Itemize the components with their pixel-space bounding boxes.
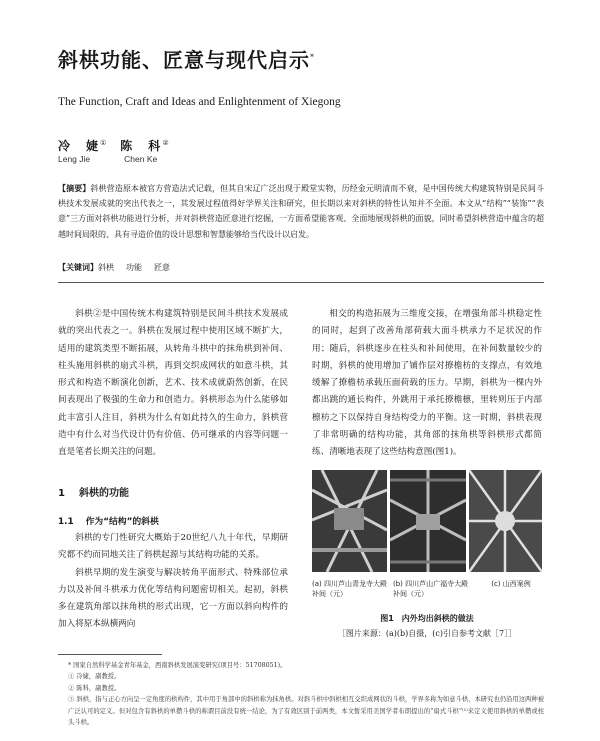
section-title: 斜栱的功能 [78,488,129,499]
footnote: ① 冷婕，副教授。 [68,673,121,681]
footnote: * 国家自然科学基金青年基金，西南斜栱发展演变研究(项目号：51708051)。 [68,662,287,669]
subsection-heading [58,514,159,527]
body-column-left-bottom [58,530,288,634]
abstract [58,181,544,242]
footnote: ③ 斜栱，指与正心方向呈一定角度的栱构件，其中用于角部中的斜栱称为抹角栱。对斜斗栱中斜栱相互交织成网状的斗栱，学界多称为如意斗栱，本研究也仍沿用这两种被广泛认可的定义。但对包含有斜栱的单攒斗栱的称谓目前没有统一结论，为了有效区别于前两类，本文暂采用美国学者布朗提出的“扇式斗栱”⁽¹⁾来定义使用斜栱的单攒或柱头斗栱。 [68,696,544,727]
author-pinyin-name: Leng Jie [58,154,91,164]
body-paragraph: 斜栱②是中国传统木构建筑特别是民间斗栱技术发展成就的突出代表之一。斜栱在发展过程中使用区域不断扩大，适用的建筑类型不断拓展，从转角斗栱中的抹角栱到补间、柱头施用斜栱的扇式斗栱，再到交织成网状的如意斗栱，其形式和构造不断演化创新，艺术、技术成就蔚然创新，在民间表现出了极强的生命力和创造力。斜栱形态为什么能够如此丰富引人注目，斜栱为什么有如此持久的生命力，斜栱营造中有什么对当代设计仍有价值、仍可继承的内容等问题一直是笔者长期关注的问题。 [58,309,288,458]
subsection-title: 作为“结构”的斜栱 [85,517,159,527]
keyword: 匠意 [154,263,170,272]
keyword: 功能 [126,263,142,272]
figure-label-a: (a) 四川芦山青龙寺大殿补间（元） [312,580,387,598]
figure-photo-c [469,470,542,572]
body-paragraph: 相交的构造拓展为三维度交接，在增强角部斗栱稳定性的同时，起到了改善角部荷载大面斗栱承力不足状况的作用；随后，斜栱逐步在柱头和补间使用，在补间数量较少的时期，斜栱的使用增加了铺作层对撩檐枋的支撑点，有效地缓解了撩檐枋承载压面荷载的压力。早期，斜栱为一棵内外都出跳的通长构件，外跳用于承托撩檐檩，里转则压于内部檩枋之下以保持自身结构受力的平衡。这一时期，斜栱表现了非常明确的结构功能，其角部的抹角栱等斜栱形式都简练、清晰地表现了这些结构意图(图1)。 [312,309,542,458]
body-paragraph: 斜栱的专门性研究大概始于20世纪八九十年代，早期研究都不约而同地关注了斜栱起源与其结构功能的关系。 [58,533,288,561]
figure-photo-a [312,470,387,572]
body-column-right [312,306,542,464]
author-mark: ② [162,139,169,147]
keyword: 斜栱 [98,263,114,272]
subsection-number: 1.1 [58,517,74,527]
footnotes [58,660,544,728]
figure-label-c: (c) 山西案例 [491,580,531,588]
body-paragraph: 斜栱早期的发生演变与解决转角平面形式、特殊部位承力以及补间斗栱承力优化等结构问题密切相关。起初，斜栱多在建筑角部以抹角栱的形式出现，它一方面以斜向构件的加入将原本纵横两向 [58,567,288,630]
author-name: 陈 科 [120,139,163,153]
footnote-divider [58,654,162,655]
author-name: 冷 婕 [58,139,101,153]
figure-source: ［图片来源：(a)(b)自摄，(c)引自参考文献［7］］ [337,629,517,638]
title-footnote-mark: * [310,52,315,62]
author-names [58,137,169,154]
paper-title-english: The Function, Craft and Ideas and Enlightenment of Xiegong [58,96,341,108]
keywords [58,262,182,273]
abstract-text: 斜栱营造原本被官方营造法式记载，但其自宋辽广泛出现于殿堂实物，历经金元明清而不衰，是中国传统大构建筑特别是民间斗栱技术发展成就的突出代表之一，其发展过程值得好学界关注和研究，但长期以来对斜栱的特性认知并不全面。本文从“结构”“装饰”“表意”三方面对斜栱功能进行分析，并对斜栱营造匠意进行挖掘，一方面希望能客观、全面地展现斜栱的面貌，同时希望斜栱营造中蕴含的超越时间局限的、具有寻造价值的设计思想和智慧能够给当代设计以启发。 [58,184,545,239]
figure-caption-text: 内外均出斜栱的做法 [401,614,474,623]
paper-title: 斜栱功能、匠意与现代启示* [58,48,315,72]
abstract-divider [58,282,544,283]
figure-1 [312,470,542,578]
body-column-left-top [58,306,288,462]
figure-photo-b [390,470,466,572]
section-number: 1 [58,488,65,499]
author-pinyin [58,154,157,164]
section-heading [58,484,129,499]
figure-caption [312,613,542,624]
footnote: ② 陈科，副教授。 [68,684,121,692]
keywords-label: 【关键词】 [58,263,98,272]
abstract-label: 【摘要】 [58,184,91,193]
author-pinyin-name: Chen Ke [124,154,158,164]
figure-number: 图1 [380,614,394,623]
author-mark: ① [100,139,107,147]
figure-label-b: (b) 四川芦山广福寺大殿补间（元） [393,580,469,598]
